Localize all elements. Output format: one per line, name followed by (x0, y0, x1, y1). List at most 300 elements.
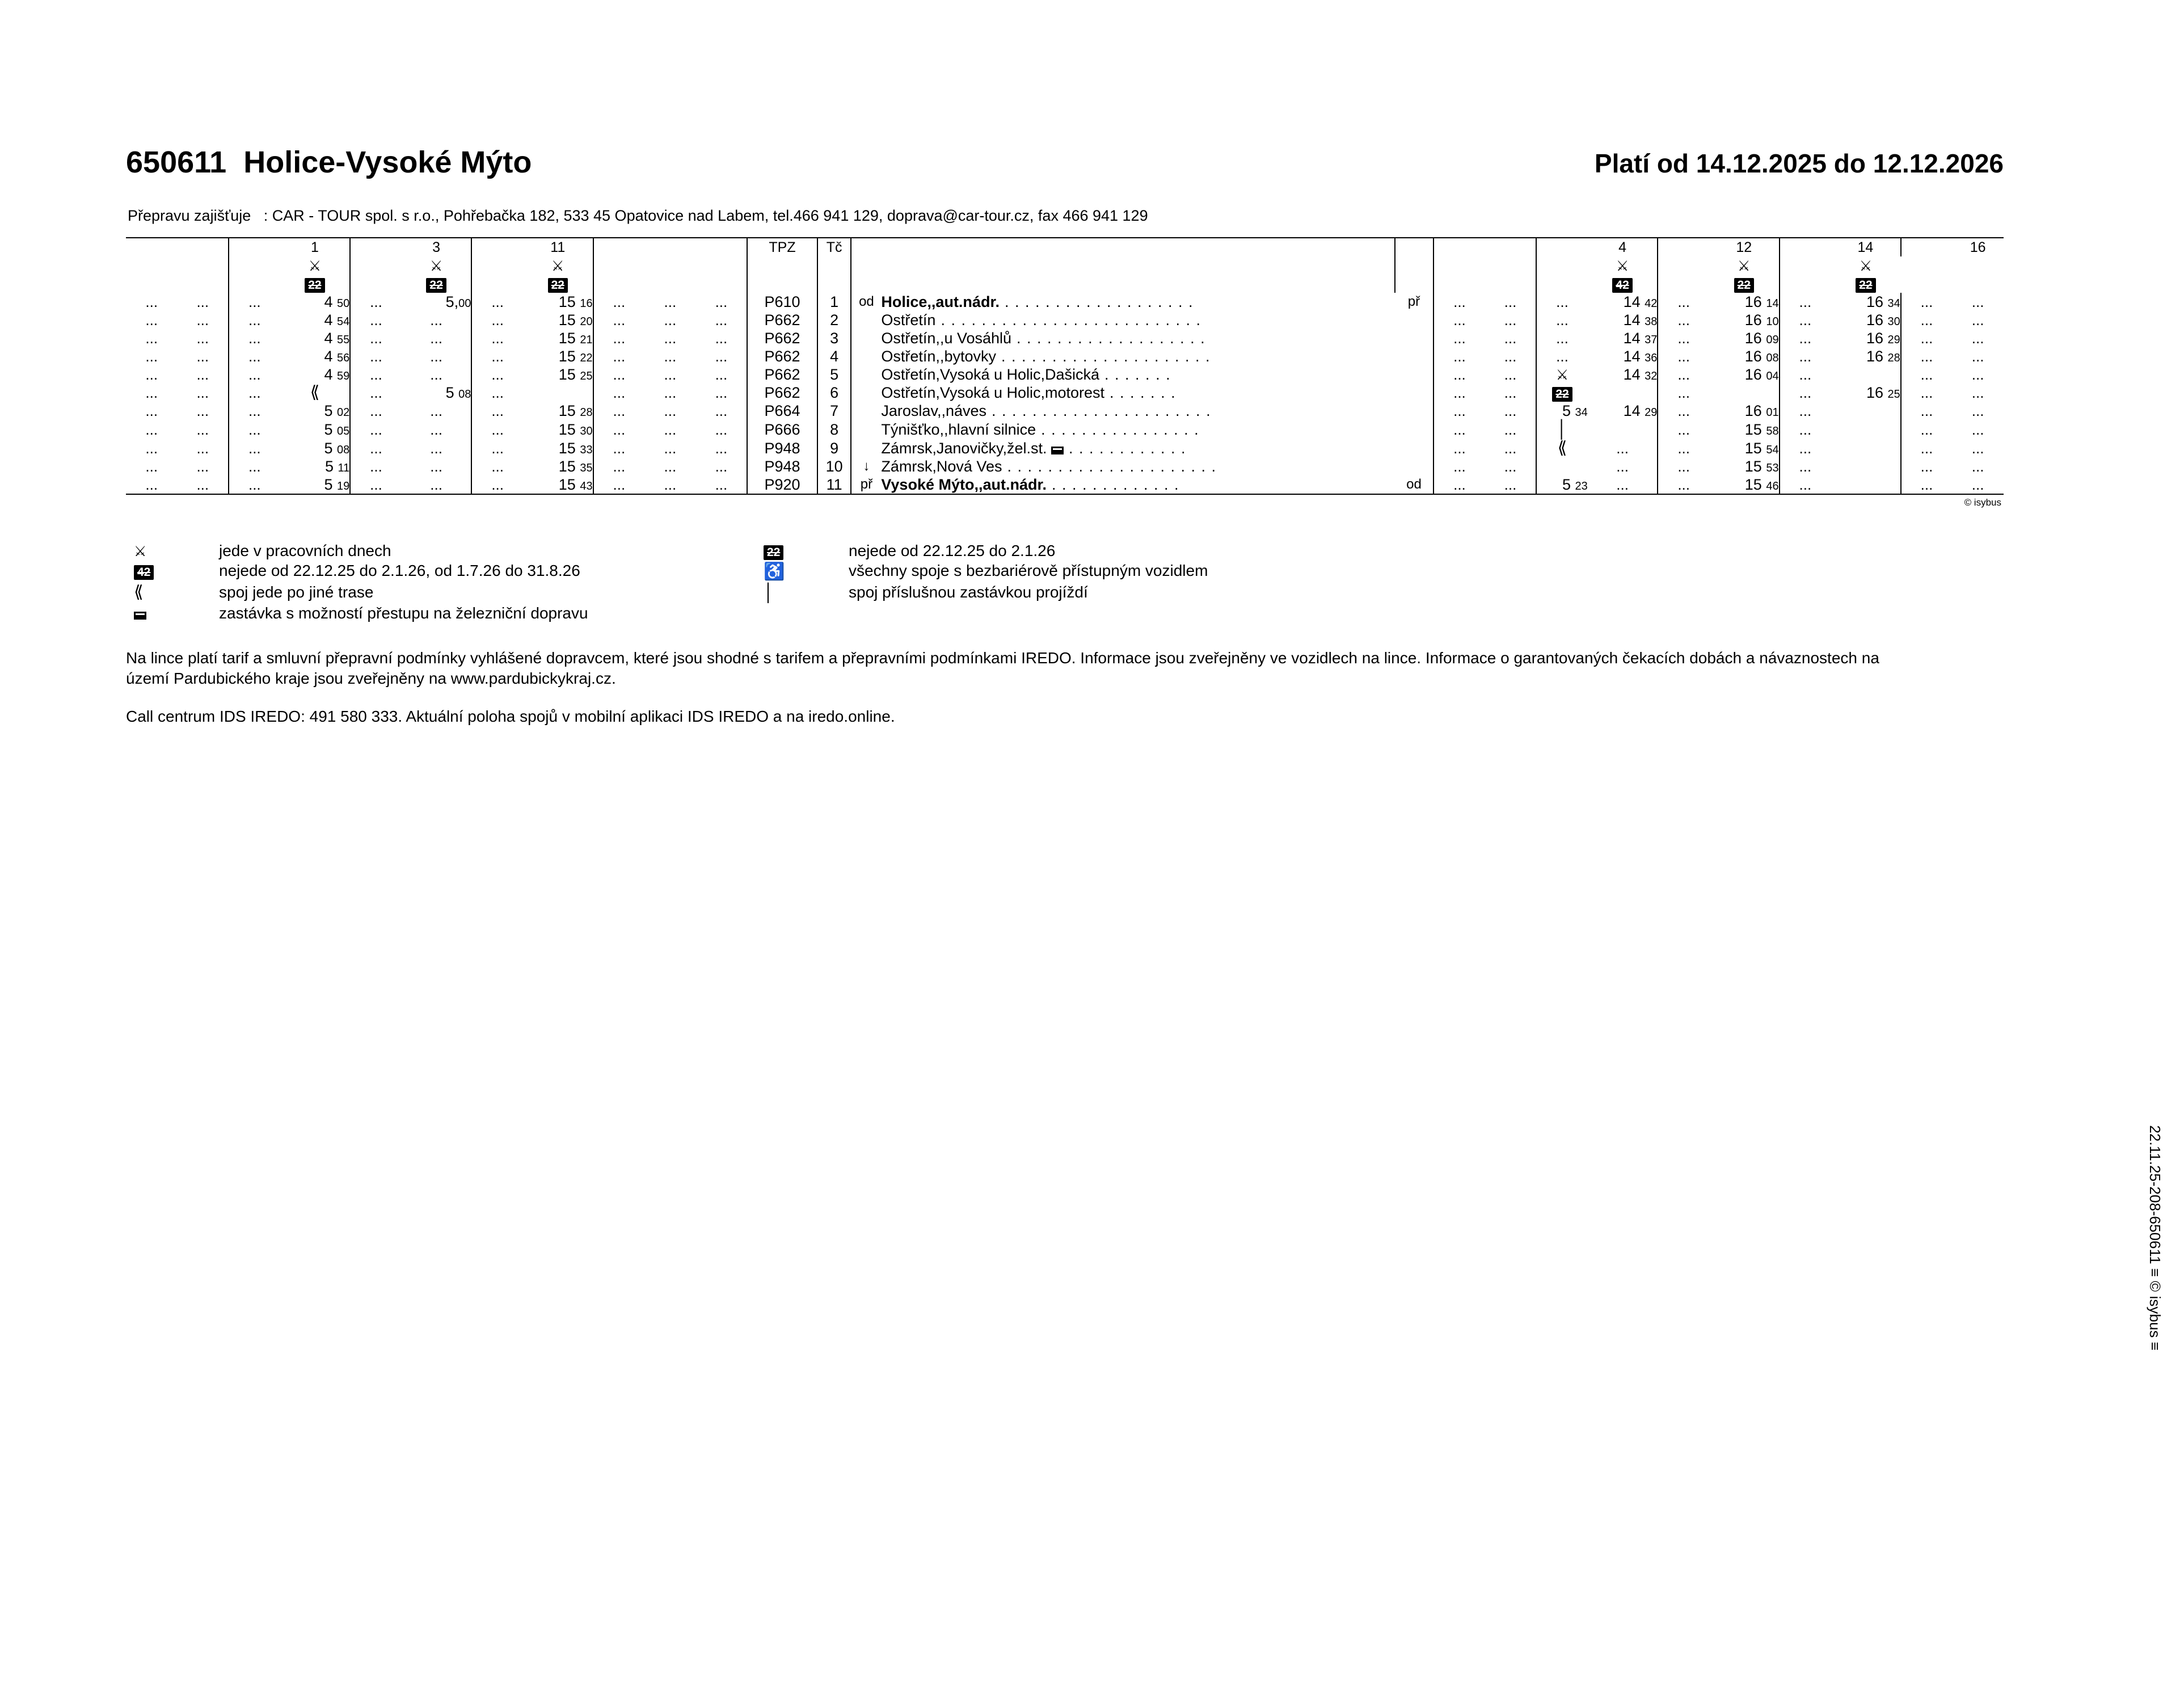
dots-cell: ... (1780, 329, 1831, 347)
departure-time: 16 29 (1866, 329, 1900, 347)
departure-time (1588, 420, 1658, 439)
dots-cell: ... (471, 439, 523, 457)
dots-cell: ... (471, 420, 523, 439)
stop-name: Ostřetín . . . . . . . . . . . . . . . . . . . . . . . . . . (881, 311, 1201, 329)
col-header-16: 16 (1970, 239, 1986, 255)
badge-col-12 (1588, 275, 1658, 293)
dots-cell: ... (196, 402, 209, 419)
dots-cell: ... (350, 475, 402, 494)
stop-name: Jaroslav,,náves . . . . . . . . . . . . . . . . . . . . . . (881, 402, 1212, 419)
dots-cell: ... (1504, 365, 1517, 383)
dots-cell: ... (1971, 365, 1984, 383)
stop-name: Vysoké Mýto,,aut.nádr. . . . . . . . . . . . . . (881, 475, 1180, 493)
col-header-3: 3 (432, 239, 441, 255)
dots-cell: ... (145, 311, 158, 329)
col-header-4: 4 (1618, 239, 1627, 255)
badge-blank (229, 275, 280, 293)
legend-row (126, 542, 2004, 560)
departure-time: 14 42 (1623, 293, 1658, 310)
dots-cell: ... (1901, 311, 1953, 329)
departure-time: 16 08 (1744, 347, 1779, 365)
stop-name: Ostřetín,Vysoká u Holic,Dašická . . . . . . . (881, 365, 1171, 383)
timetable-grid (126, 238, 2004, 494)
arrival-departure-marker-end (1395, 439, 1433, 457)
table-row (126, 402, 2004, 420)
col-header-11: 11 (550, 239, 566, 255)
dots-cell: ... (1536, 293, 1588, 311)
no-service-badge: 22 (1536, 384, 1588, 402)
document-code: 22.11.25-208-650611 ≡ © isybus ≡ (2147, 1125, 2164, 1350)
no-service-badge: 22 (764, 545, 783, 560)
dots-cell: ... (229, 420, 280, 439)
dots-cell: ... (1901, 293, 1953, 311)
departure-time: 14 29 (1623, 402, 1658, 419)
departure-time: 5 11 (324, 457, 350, 475)
departure-time (1709, 384, 1780, 402)
dots-cell: ... (1433, 402, 1485, 420)
dots-cell: ... (1780, 439, 1831, 457)
tc-number: 2 (817, 311, 851, 329)
dots-cell: ... (664, 311, 677, 329)
dots-cell: ... (1433, 439, 1485, 457)
dots-cell: ... (471, 311, 523, 329)
sym-blank (1658, 256, 1709, 275)
departure-time: 5 19 (324, 475, 350, 493)
table-row (126, 420, 2004, 439)
arrival-departure-marker-end (1395, 402, 1433, 420)
validity-period: Platí od 14.12.2025 do 12.12.2026 (1594, 149, 2004, 178)
dots-cell: ... (593, 457, 645, 475)
col-blank (350, 238, 402, 256)
departure-time: 14 36 (1623, 347, 1658, 365)
dots-cell: ... (593, 311, 645, 329)
departure-time: 5 05 (324, 420, 350, 438)
departure-time: 16 14 (1744, 293, 1779, 310)
departure-time: 4 50 (324, 293, 350, 310)
tc-number: 7 (817, 402, 851, 420)
col-blank (696, 238, 748, 256)
tc-number: 6 (817, 384, 851, 402)
badge-blank (1780, 275, 1831, 293)
weekday-icon: ⚔ (1616, 258, 1629, 274)
dots-cell: ... (593, 384, 645, 402)
departure-time (1831, 402, 1901, 420)
departure-time: 14 37 (1623, 329, 1658, 347)
sym-blank (747, 256, 817, 275)
departure-time: 15 20 (558, 311, 593, 329)
badge-blank (747, 275, 817, 293)
departure-time: 15 16 (558, 293, 593, 310)
departure-time: 5 34 (1536, 402, 1588, 420)
stop-name: Zámrsk,Janovičky,žel.st. . . . . . . . . . . . . (881, 439, 1187, 457)
dots-cell: ... (430, 457, 442, 475)
departure-time: 16 01 (1744, 402, 1779, 419)
dots-cell: ... (229, 475, 280, 494)
col-blank (851, 238, 881, 256)
col-blank (178, 238, 229, 256)
dots-cell: ... (715, 402, 728, 419)
legend-icon-badge22 (764, 542, 849, 560)
dots-cell: ... (715, 384, 728, 401)
departure-time: 15 33 (558, 439, 593, 457)
dots-cell: ... (1780, 384, 1831, 402)
dots-cell: ... (350, 311, 402, 329)
legend-icon-route (126, 583, 219, 601)
departure-time (523, 384, 593, 402)
departure-time: 14 38 (1623, 311, 1658, 329)
dots-cell: ... (229, 329, 280, 347)
weekday-icon: ⚔ (1859, 258, 1873, 274)
dots-cell: ... (1971, 329, 1984, 347)
dots-cell: ... (196, 384, 209, 401)
carrier-info (128, 207, 1148, 225)
symbol-col-16 (1831, 256, 1901, 275)
arrival-departure-marker-end (1395, 365, 1433, 384)
dots-cell: ... (350, 293, 402, 311)
tpz-code: P948 (747, 457, 817, 475)
dots-cell: ... (1658, 365, 1709, 384)
legend-icon-badge42 (126, 562, 219, 580)
col-blank (1433, 238, 1485, 256)
departure-time: 4 59 (324, 365, 350, 383)
tpz-code: P662 (747, 329, 817, 347)
arrival-departure-marker (851, 420, 881, 439)
dots-cell: ... (196, 439, 209, 457)
dots-cell: ... (229, 365, 280, 384)
dots-cell: ... (196, 420, 209, 438)
dots-cell: ... (1901, 439, 1953, 457)
table-row (126, 384, 2004, 402)
dots-cell: ... (1658, 475, 1709, 494)
arrival-departure-marker-end: př (1407, 294, 1420, 309)
badge-blank (178, 275, 229, 293)
column-number-row (126, 238, 2004, 256)
dots-cell: ... (145, 365, 158, 383)
departure-time (1588, 384, 1658, 402)
weekday-icon: ⚔ (429, 258, 443, 274)
dots-cell: ... (1658, 293, 1709, 311)
dots-cell: ... (593, 329, 645, 347)
dots-cell: ... (1901, 420, 1953, 439)
dots-cell: ... (196, 311, 209, 329)
legend-text: spoj příslušnou zastávkou projíždí (849, 583, 1088, 601)
dots-cell: ... (196, 329, 209, 347)
dots-cell: ... (1901, 457, 1953, 475)
symbol-col-12 (1588, 256, 1658, 275)
dots-cell: ... (664, 439, 677, 457)
col-blank (644, 238, 696, 256)
dots-cell: ... (1536, 347, 1588, 365)
dots-cell: ... (1780, 347, 1831, 365)
table-row (126, 311, 2004, 329)
dots-cell: ... (196, 457, 209, 475)
dots-cell: ... (1901, 329, 1953, 347)
dots-cell: ... (1658, 420, 1709, 439)
rail-transfer-icon (1051, 447, 1064, 454)
badge-blank (1536, 275, 1588, 293)
badge-blank (1658, 275, 1709, 293)
tariff-note: Na lince platí tarif a smluvní přepravní podmínky vyhlášené dopravcem, které jsou shodné s tarifem a přepravními podmínkami IREDO. Informace jsou zveřejněny ve vozidlech na lince. Informace o garantovaných čekacích dobách a návaznostech na území Pardubického kraje jsou zveřejněny na www.pardubickykraj.cz. (126, 649, 1879, 687)
legend-text: jede v pracovních dnech (219, 542, 391, 559)
stop-name: Ostřetín,,bytovky . . . . . . . . . . . . . . . . . . . . . (881, 347, 1211, 365)
dots-cell: ... (1504, 311, 1517, 329)
table-row (126, 475, 2004, 494)
dots-cell: ... (664, 329, 677, 347)
dots-cell: ... (715, 347, 728, 365)
stop-name: Holice,,aut.nádr. . . . . . . . . . . . . . . . . . . . (881, 293, 1194, 310)
sym-blank (644, 256, 696, 275)
page-title (126, 145, 532, 180)
arrival-departure-marker-end (1395, 384, 1433, 402)
dots-cell: ... (1901, 475, 1953, 494)
col-blank (1395, 238, 1433, 256)
dots-cell: ... (1504, 293, 1517, 310)
dots-cell: ... (229, 439, 280, 457)
col-blank (229, 238, 280, 256)
arrival-departure-marker-end (1395, 329, 1433, 347)
dots-cell: ... (350, 329, 402, 347)
legend-row (126, 562, 2004, 582)
badge-col-14 (1709, 275, 1780, 293)
alternate-route-icon: ⟪ (134, 583, 144, 601)
alternate-route-icon: ⟪ (310, 382, 320, 402)
no-service-badge: 22 (426, 278, 446, 293)
dots-cell: ... (593, 293, 645, 311)
symbol-col-1 (280, 256, 351, 275)
dots-cell: ... (1780, 365, 1831, 384)
dots-cell: ... (715, 293, 728, 310)
no-service-badge: 22 (548, 278, 568, 293)
dots-cell: ... (1971, 420, 1984, 438)
dots-cell: ... (1901, 365, 1953, 384)
no-service-badge: 22 (1734, 278, 1754, 293)
no-service-badge: 22 (1856, 278, 1875, 293)
dots-cell: ... (715, 329, 728, 347)
wheelchair-icon: ♿ (764, 562, 785, 581)
dots-cell: ... (229, 347, 280, 365)
dots-cell: ... (1780, 311, 1831, 329)
dots-cell: ... (1658, 384, 1709, 402)
dots-cell: ... (1658, 329, 1709, 347)
departure-time: 15 58 (1744, 420, 1779, 438)
dots-cell: ... (664, 420, 677, 438)
dots-cell: ... (229, 402, 280, 420)
badge-blank (851, 275, 881, 293)
dots-cell: ... (1658, 439, 1709, 457)
dots-cell: ... (1971, 347, 1984, 365)
dots-cell: ... (430, 475, 442, 493)
sym-blank (696, 256, 748, 275)
departure-time: 15 22 (558, 347, 593, 365)
tpz-code: P662 (747, 347, 817, 365)
dots-cell: ... (1504, 329, 1517, 347)
tpz-code: P662 (747, 365, 817, 384)
tc-number: 3 (817, 329, 851, 347)
departure-time: 15 30 (558, 420, 593, 438)
departure-time: 16 04 (1744, 365, 1779, 383)
sym-blank (126, 256, 178, 275)
departure-time: 4 56 (324, 347, 350, 365)
departure-time: 5 08 (324, 439, 350, 457)
symbol-col-14 (1709, 256, 1780, 275)
col-blank (1658, 238, 1709, 256)
badge-blank (1901, 275, 1953, 293)
no-service-badge: 42 (1612, 278, 1632, 293)
dots-cell: ... (1504, 402, 1517, 419)
sym-blank (817, 256, 851, 275)
departure-time: 15 43 (558, 475, 593, 493)
dots-cell: ... (1536, 311, 1588, 329)
table-row (126, 457, 2004, 475)
table-row (126, 439, 2004, 457)
sym-blank (178, 256, 229, 275)
dots-cell: ... (1971, 293, 1984, 310)
dots-cell: ... (145, 420, 158, 438)
dots-cell: ... (593, 420, 645, 439)
dots-cell: ... (430, 365, 442, 383)
dots-cell: ... (1971, 311, 1984, 329)
col-blank (1536, 238, 1588, 256)
sym-blank (851, 256, 881, 275)
dots-cell: ... (1433, 347, 1485, 365)
legend-row (126, 604, 2004, 622)
dots-cell: ... (145, 347, 158, 365)
column-badge-row (126, 275, 2004, 293)
dots-cell: ... (1433, 420, 1485, 439)
sym-blank (1395, 256, 1433, 275)
dots-cell: ... (229, 384, 280, 402)
table-row (126, 365, 2004, 384)
alternate-route-icon: ⟪ (1536, 439, 1588, 457)
dots-cell: ... (1971, 439, 1984, 457)
tpz-code: P948 (747, 439, 817, 457)
tpz-code: P610 (747, 293, 817, 311)
tc-number: 10 (817, 457, 851, 475)
dots-cell: ... (196, 475, 209, 493)
departure-time: 16 30 (1866, 311, 1900, 329)
dots-cell: ... (471, 475, 523, 494)
line-title: Holice-Vysoké Mýto (243, 145, 532, 179)
dots-cell: ... (1780, 420, 1831, 439)
dots-cell: ... (471, 293, 523, 311)
legend-text: zastávka s možností přestupu na železniční dopravu (219, 604, 588, 622)
col-header-14: 14 (1857, 239, 1874, 255)
weekday-icon: ⚔ (1536, 365, 1588, 384)
dots-cell: ... (1504, 384, 1517, 401)
arrival-departure-marker-end (1395, 457, 1433, 475)
legend-icon-bar (764, 583, 849, 603)
dots-cell: ... (145, 457, 158, 475)
badge-blank (1395, 275, 1433, 293)
dots-cell: ... (196, 347, 209, 365)
symbol-col-3 (402, 256, 472, 275)
dots-cell: ... (1504, 457, 1517, 475)
badge-blank (881, 275, 1394, 293)
arrival-departure-marker (851, 365, 881, 384)
table-row (126, 293, 2004, 311)
dots-cell: ... (715, 475, 728, 493)
col-stops-header (881, 238, 1394, 256)
skip-stop-icon: │ (764, 583, 774, 602)
arrival-departure-marker-end (1395, 420, 1433, 439)
dots-cell: ... (1433, 384, 1485, 402)
dots-cell: ... (196, 293, 209, 310)
dots-cell: ... (145, 439, 158, 457)
sym-blank (881, 256, 1394, 275)
dots-cell: ... (1971, 475, 1984, 493)
line-number: 650611 (126, 145, 227, 179)
arrival-departure-marker (851, 402, 881, 420)
dots-cell: ... (664, 384, 677, 401)
dots-cell: ... (664, 293, 677, 310)
dots-cell: ... (430, 311, 442, 329)
dots-cell: ... (1504, 347, 1517, 365)
badge-blank (644, 275, 696, 293)
departure-time: 15 53 (1744, 457, 1779, 475)
dots-cell: ... (593, 402, 645, 420)
dots-cell: ... (350, 457, 402, 475)
dots-cell: ... (1901, 384, 1953, 402)
col-header-12: 12 (1736, 239, 1752, 255)
stop-name: Ostřetín,,u Vosáhlů . . . . . . . . . . . . . . . . . . . (881, 329, 1206, 347)
badge-col-16 (1831, 275, 1901, 293)
dots-cell: ... (1780, 475, 1831, 494)
dots-cell: ... (145, 329, 158, 347)
stop-name: Zámrsk,Nová Ves . . . . . . . . . . . . . . . . . . . . . (881, 457, 1217, 475)
column-symbol-row (126, 256, 2004, 275)
dots-cell: ... (350, 402, 402, 420)
departure-time: 5 23 (1536, 475, 1588, 494)
dots-cell: ... (593, 365, 645, 384)
dots-cell: ... (350, 384, 402, 402)
dots-cell: ... (145, 475, 158, 493)
sym-blank (471, 256, 523, 275)
arrival-departure-marker-end (1395, 311, 1433, 329)
dots-cell: ... (664, 347, 677, 365)
dots-cell: ... (350, 347, 402, 365)
dots-cell: ... (145, 384, 158, 401)
col-blank (1485, 238, 1537, 256)
dots-cell: ... (1616, 439, 1629, 457)
departure-time (1831, 475, 1901, 494)
col-header-tpz: TPZ (747, 238, 817, 256)
legend-icon-weekday (126, 542, 219, 560)
legend (126, 542, 2004, 624)
weekday-icon: ⚔ (134, 544, 147, 559)
skip-stop-icon: │ (1536, 420, 1588, 439)
badge-blank (471, 275, 523, 293)
tpz-code: P662 (747, 384, 817, 402)
dots-cell: ... (715, 439, 728, 457)
arrival-departure-marker (851, 347, 881, 365)
dots-cell: ... (229, 293, 280, 311)
arrival-departure-marker: od (859, 294, 874, 309)
dots-cell: ... (715, 420, 728, 438)
callcenter-note: Call centrum IDS IREDO: 491 580 333. Aktuální poloha spojů v mobilní aplikaci IDS IREDO a na iredo.online. (126, 708, 895, 725)
tc-number: 8 (817, 420, 851, 439)
departure-time: 16 25 (1866, 384, 1900, 401)
dots-cell: ... (1504, 420, 1517, 438)
legend-text: nejede od 22.12.25 do 2.1.26 (849, 542, 1056, 559)
dots-cell: ... (1433, 457, 1485, 475)
badge-col-11 (523, 275, 593, 293)
arrival-departure-marker (851, 311, 881, 329)
departure-time: 15 28 (558, 402, 593, 419)
timetable-rows (126, 293, 2004, 494)
col-blank (593, 238, 645, 256)
sym-blank (1780, 256, 1831, 275)
departure-time: 4 54 (324, 311, 350, 329)
